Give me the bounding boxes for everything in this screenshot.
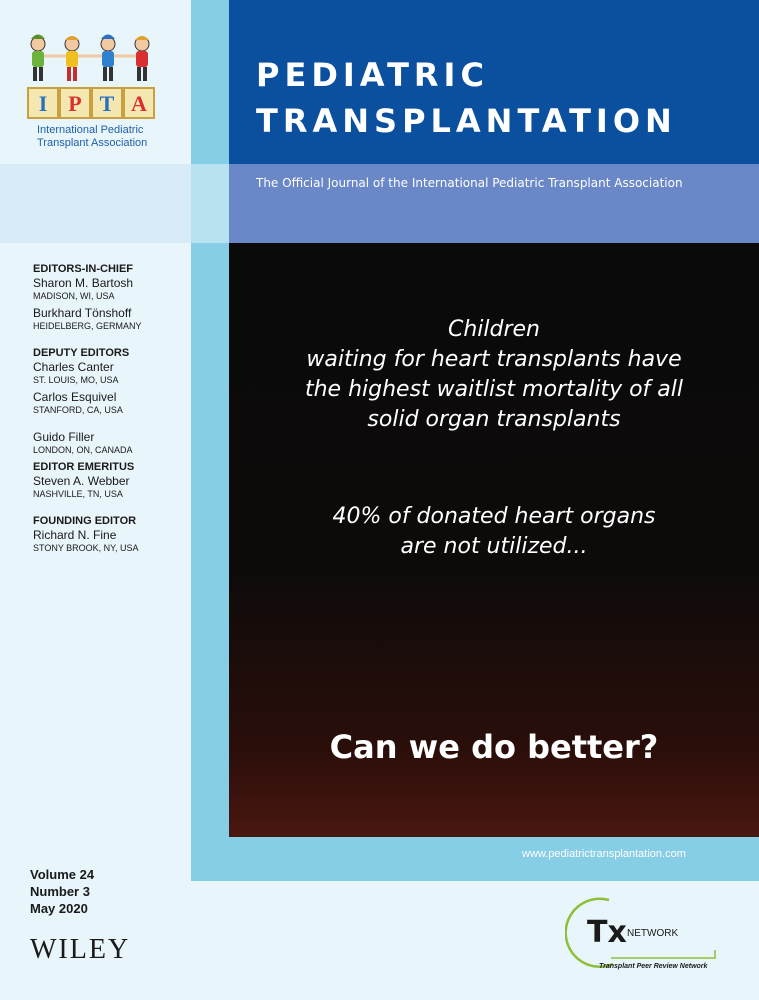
children-figures-icon	[31, 35, 149, 82]
founding-editor-heading: FOUNDING EDITOR	[33, 515, 137, 527]
cover-headline	[235, 315, 753, 435]
cover-statistic	[235, 502, 753, 562]
tx-network-logo	[565, 892, 725, 970]
issue-date: May 2020	[30, 901, 88, 916]
editor-name: Charles Canter	[33, 360, 114, 374]
journal-title-line2: TRANSPLANTATION	[256, 102, 677, 140]
publisher-logo: WILEY	[30, 934, 131, 965]
editor-name: Guido Filler	[33, 430, 95, 444]
frame-strip	[191, 164, 229, 243]
cover-question: Can we do better?	[329, 728, 659, 766]
logo-letter-a: A	[131, 91, 147, 116]
tx-tagline: Transplant Peer Review Network	[599, 963, 708, 970]
left-column-band	[0, 164, 191, 243]
editor-location: STANFORD, CA, USA	[33, 405, 123, 415]
logo-caption-line1: International Pediatric	[37, 124, 144, 136]
statistic-line: 40% of donated heart organs	[332, 504, 656, 529]
editor-location: LONDON, ON, CANADA	[33, 445, 133, 455]
issue-number: Number 3	[30, 884, 90, 899]
editor-location: STONY BROOK, NY, USA	[33, 543, 139, 553]
editor-location: HEIDELBERG, GERMANY	[33, 321, 142, 331]
logo-letter-t: T	[99, 91, 115, 116]
logo-letter-i: I	[38, 91, 48, 116]
tx-network-word: NETWORK	[627, 928, 679, 939]
issue-volume: Volume 24	[30, 867, 95, 882]
editor-location: ST. LOUIS, MO, USA	[33, 375, 119, 385]
deputy-editors-heading: DEPUTY EDITORS	[33, 347, 130, 359]
editor-name: Steven A. Webber	[33, 474, 130, 488]
journal-website-link[interactable]: www.pediatrictransplantation.com	[522, 848, 686, 860]
tx-mark: Tx	[587, 915, 627, 950]
editors-in-chief-heading: EDITORS-IN-CHIEF	[33, 263, 134, 275]
editor-name: Burkhard Tönshoff	[33, 306, 132, 320]
statistic-line: are not utilized...	[400, 534, 588, 559]
logo-caption	[37, 124, 187, 150]
editor-name: Richard N. Fine	[33, 528, 117, 542]
editor-location: NASHVILLE, TN, USA	[33, 489, 123, 499]
journal-title-line1: PEDIATRIC	[256, 56, 489, 94]
editor-emeritus-heading: EDITOR EMERITUS	[33, 461, 135, 473]
issue-info	[30, 866, 180, 917]
logo-caption-line2: Transplant Association	[37, 137, 148, 149]
editor-name: Carlos Esquivel	[33, 390, 117, 404]
headline-line: solid organ transplants	[367, 407, 621, 432]
headline-line: waiting for heart transplants have	[306, 347, 682, 372]
headline-line: the highest waitlist mortality of all	[304, 377, 683, 402]
ipta-letter-blocks	[28, 88, 154, 118]
journal-title	[256, 52, 746, 144]
headline-line: Children	[447, 317, 541, 342]
journal-subtitle: The Official Journal of the International Pediatric Transplant Association	[256, 176, 683, 190]
logo-letter-p: P	[68, 91, 82, 116]
editor-name: Sharon M. Bartosh	[33, 276, 134, 290]
editor-location: MADISON, WI, USA	[33, 291, 115, 301]
editorial-board	[33, 262, 189, 558]
